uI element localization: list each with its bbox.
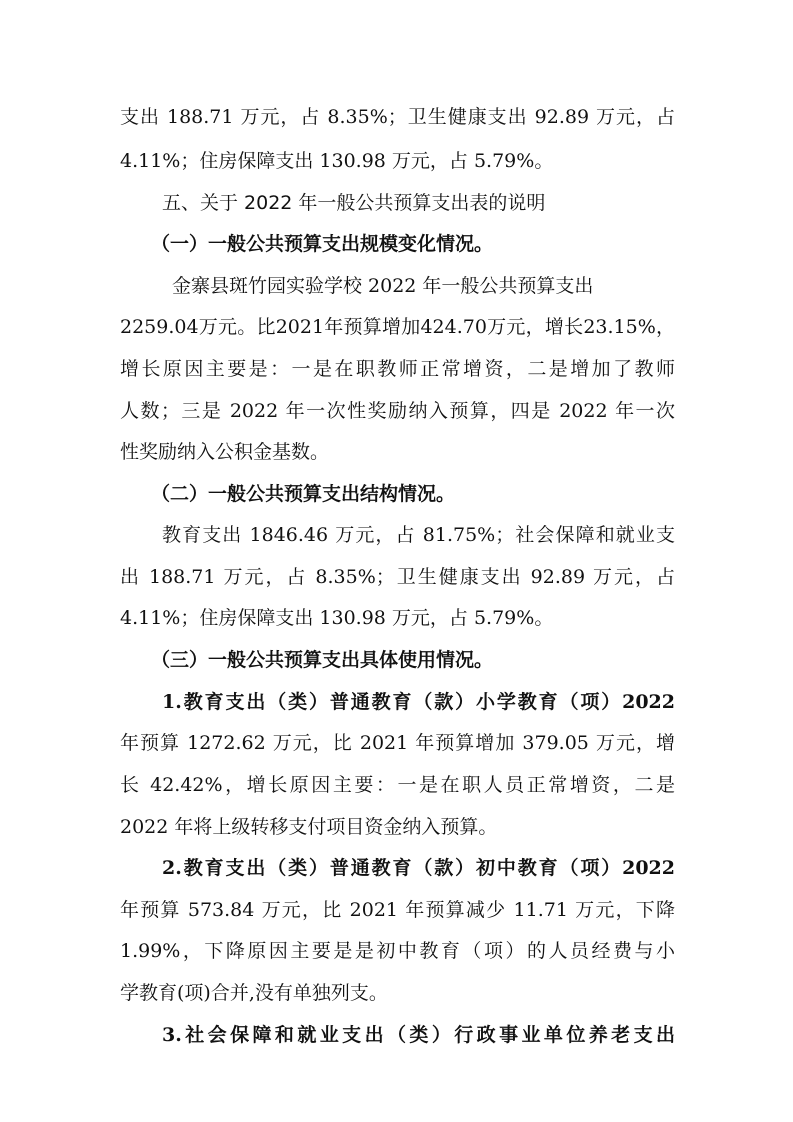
subsection-heading: （一）一般公共预算支出规模变化情况。 xyxy=(151,233,494,255)
paragraph-line: 支出 188.71 万元，占 8.35%；卫生健康支出 92.89 万元，占 xyxy=(120,106,675,128)
paragraph-line: 4.11%；住房保障支出 130.98 万元，占 5.79%。 xyxy=(120,607,554,629)
paragraph-line: 教育支出 1846.46 万元，占 81.75%；社会保障和就业支 xyxy=(162,524,675,546)
paragraph-line: 性奖励纳入公积金基数。 xyxy=(120,441,330,463)
item-heading: 1.教育支出（类）普通教育（款）小学教育（项）2022 xyxy=(162,691,675,713)
paragraph-line: 学教育(项)合并,没有单独列支。 xyxy=(120,982,388,1004)
paragraph-line: 年预算 573.84 万元，比 2021 年预算减少 11.71 万元，下降 xyxy=(120,899,675,921)
paragraph-line: 1.99%，下降原因主要是是初中教育（项）的人员经费与小 xyxy=(120,940,675,962)
subsection-heading: （二）一般公共预算支出结构情况。 xyxy=(151,483,456,505)
paragraph-line: 金寨县斑竹园实验学校 2022 年一般公共预算支出 xyxy=(172,275,594,297)
paragraph-line: 2259.04万元。比2021年预算增加424.70万元，增长23.15%， xyxy=(120,316,675,338)
paragraph-line: 增长原因主要是：一是在职教师正常增资，二是增加了教师 xyxy=(120,358,675,380)
paragraph-line: 4.11%；住房保障支出 130.98 万元，占 5.79%。 xyxy=(120,150,554,172)
paragraph-line: 长 42.42%，增长原因主要：一是在职人员正常增资，二是 xyxy=(120,774,675,796)
section-heading: 五、关于 2022 年一般公共预算支出表的说明 xyxy=(162,192,546,214)
paragraph-line: 2022 年将上级转移支付项目资金纳入预算。 xyxy=(120,816,498,838)
paragraph-line: 年预算 1272.62 万元，比 2021 年预算增加 379.05 万元，增 xyxy=(120,732,675,754)
paragraph-line: 人数；三是 2022 年一次性奖励纳入预算，四是 2022 年一次 xyxy=(120,400,675,422)
subsection-heading: （三）一般公共预算支出具体使用情况。 xyxy=(151,649,494,671)
item-heading: 2.教育支出（类）普通教育（款）初中教育（项）2022 xyxy=(162,857,675,879)
item-heading: 3.社会保障和就业支出（类）行政事业单位养老支出 xyxy=(162,1024,675,1046)
paragraph-line: 出 188.71 万元，占 8.35%；卫生健康支出 92.89 万元，占 xyxy=(120,566,675,588)
